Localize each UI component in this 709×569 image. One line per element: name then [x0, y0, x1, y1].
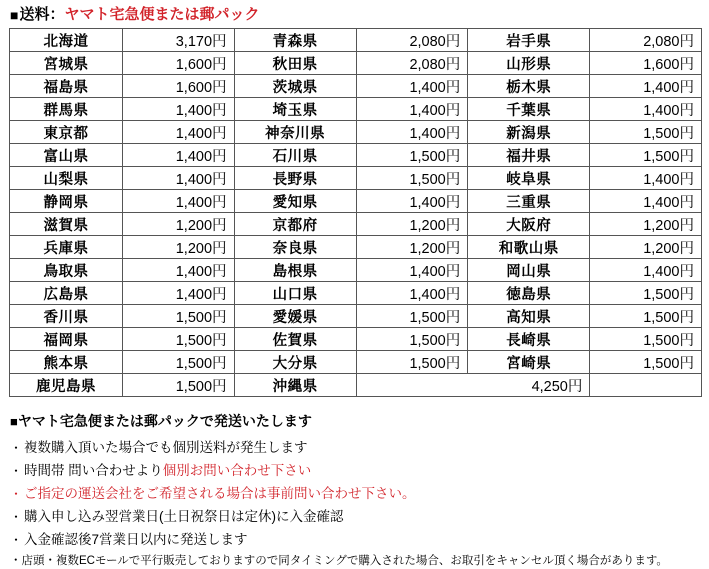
fee-cell: 1,200円	[356, 213, 468, 236]
fee-cell: 1,500円	[122, 328, 234, 351]
fee-cell: 1,500円	[590, 144, 702, 167]
prefecture-cell: 高知県	[468, 305, 590, 328]
fine-print: ・店頭・複数ECモールで平行販売しておりますので同タイミングで購入された場合、お取引をキャンセル頂く場合があります。	[10, 555, 668, 567]
fee-cell: 1,500円	[122, 374, 234, 397]
prefecture-cell: 滋賀県	[10, 213, 123, 236]
prefecture-cell: 山形県	[468, 52, 590, 75]
fee-cell: 1,400円	[122, 98, 234, 121]
prefecture-cell: 石川県	[234, 144, 356, 167]
fee-cell: 1,400円	[122, 121, 234, 144]
fee-cell: 1,500円	[122, 351, 234, 374]
prefecture-cell: 東京都	[10, 121, 123, 144]
prefecture-cell: 沖縄県	[234, 374, 356, 397]
prefecture-cell: 秋田県	[234, 52, 356, 75]
fee-cell: 1,200円	[590, 213, 702, 236]
note-item	[10, 529, 701, 551]
prefecture-cell: 福岡県	[10, 328, 123, 351]
fee-cell: 1,400円	[590, 190, 702, 213]
note-text: 複数購入頂いた場合でも個別送料が発生します	[24, 440, 308, 455]
prefecture-cell: 佐賀県	[234, 328, 356, 351]
fee-cell: 1,600円	[122, 75, 234, 98]
note-text: 入金確認後7営業日以内に発送します	[24, 532, 248, 547]
prefecture-cell: 香川県	[10, 305, 123, 328]
prefecture-cell: 長崎県	[468, 328, 590, 351]
prefecture-cell: 徳島県	[468, 282, 590, 305]
prefecture-cell: 埼玉県	[234, 98, 356, 121]
fee-cell: 1,500円	[590, 121, 702, 144]
fee-cell: 1,400円	[590, 75, 702, 98]
fee-cell: 1,400円	[356, 259, 468, 282]
fee-cell: 1,500円	[356, 351, 468, 374]
table-body	[10, 29, 702, 397]
note-item	[10, 483, 701, 505]
fee-cell: 2,080円	[356, 29, 468, 52]
table-row	[10, 351, 702, 374]
fee-cell: 1,400円	[122, 190, 234, 213]
prefecture-cell: 愛知県	[234, 190, 356, 213]
prefecture-cell: 鳥取県	[10, 259, 123, 282]
fee-cell: 1,400円	[356, 121, 468, 144]
table-row	[10, 98, 702, 121]
fee-cell: 1,200円	[122, 213, 234, 236]
table-row	[10, 52, 702, 75]
prefecture-cell: 山梨県	[10, 167, 123, 190]
table-row	[10, 305, 702, 328]
notes-heading	[10, 411, 701, 432]
prefecture-cell: 大阪府	[468, 213, 590, 236]
fee-cell: 1,400円	[356, 190, 468, 213]
dot-bullet-icon: ・	[10, 533, 23, 547]
page-title-colon: ：	[49, 6, 65, 23]
fee-cell: 1,400円	[356, 98, 468, 121]
note-text-highlight: 個別お問い合わせ下さい	[162, 463, 312, 478]
fee-cell: 1,500円	[590, 282, 702, 305]
fee-cell: 4,250円	[356, 374, 590, 397]
table-row	[10, 213, 702, 236]
square-bullet-icon: ■	[10, 414, 18, 429]
table-row	[10, 190, 702, 213]
prefecture-cell: 福島県	[10, 75, 123, 98]
prefecture-cell: 京都府	[234, 213, 356, 236]
table-row	[10, 144, 702, 167]
fee-cell: 1,600円	[590, 52, 702, 75]
note-item	[10, 437, 701, 459]
table-row	[10, 282, 702, 305]
fee-cell: 1,500円	[356, 305, 468, 328]
fee-cell: 1,200円	[356, 236, 468, 259]
fee-cell: 1,500円	[122, 305, 234, 328]
table-row	[10, 167, 702, 190]
fee-cell: 1,500円	[356, 144, 468, 167]
fee-cell: 1,400円	[122, 259, 234, 282]
fee-cell: 1,200円	[122, 236, 234, 259]
prefecture-cell: 和歌山県	[468, 236, 590, 259]
empty-cell	[590, 374, 702, 397]
notes-heading-label: ヤマト宅急便または郵パックで発送いたします	[17, 413, 312, 429]
prefecture-cell: 福井県	[468, 144, 590, 167]
fee-cell: 1,500円	[590, 328, 702, 351]
fee-cell: 1,400円	[122, 167, 234, 190]
prefecture-cell: 岡山県	[468, 259, 590, 282]
fee-cell: 3,170円	[122, 29, 234, 52]
note-text: 時間帯 問い合わせより	[24, 463, 163, 478]
page-title-label: 送料	[19, 6, 50, 23]
prefecture-cell: 宮崎県	[468, 351, 590, 374]
prefecture-cell: 青森県	[234, 29, 356, 52]
note-item	[10, 506, 701, 528]
prefecture-cell: 岩手県	[468, 29, 590, 52]
table-row	[10, 328, 702, 351]
fee-cell: 1,600円	[122, 52, 234, 75]
fee-cell: 1,400円	[122, 282, 234, 305]
dot-bullet-icon: ・	[10, 441, 23, 455]
fee-cell: 2,080円	[590, 29, 702, 52]
prefecture-cell: 広島県	[10, 282, 123, 305]
prefecture-cell: 神奈川県	[234, 121, 356, 144]
page-title	[10, 6, 701, 24]
page-title-carrier: ヤマト宅急便または郵パック	[64, 6, 260, 23]
fee-cell: 1,200円	[590, 236, 702, 259]
prefecture-cell: 愛媛県	[234, 305, 356, 328]
prefecture-cell: 三重県	[468, 190, 590, 213]
square-bullet-icon: ■	[10, 7, 19, 23]
prefecture-cell: 熊本県	[10, 351, 123, 374]
prefecture-cell: 長野県	[234, 167, 356, 190]
prefecture-cell: 大分県	[234, 351, 356, 374]
fee-cell: 1,500円	[356, 167, 468, 190]
prefecture-cell: 北海道	[10, 29, 123, 52]
dot-bullet-icon: ・	[10, 464, 23, 478]
dot-bullet-icon: ・	[10, 487, 23, 501]
fee-cell: 1,500円	[590, 351, 702, 374]
fee-cell: 1,400円	[590, 259, 702, 282]
table-row-last	[10, 374, 702, 397]
prefecture-cell: 静岡県	[10, 190, 123, 213]
prefecture-cell: 奈良県	[234, 236, 356, 259]
shipping-fee-table	[9, 28, 702, 397]
prefecture-cell: 栃木県	[468, 75, 590, 98]
fee-cell: 1,500円	[590, 305, 702, 328]
table-row	[10, 259, 702, 282]
fee-cell: 1,500円	[356, 328, 468, 351]
prefecture-cell: 島根県	[234, 259, 356, 282]
prefecture-cell: 群馬県	[10, 98, 123, 121]
prefecture-cell: 山口県	[234, 282, 356, 305]
notes-section	[10, 411, 701, 569]
prefecture-cell: 岐阜県	[468, 167, 590, 190]
fee-cell: 1,400円	[590, 98, 702, 121]
fee-cell: 1,400円	[590, 167, 702, 190]
prefecture-cell: 新潟県	[468, 121, 590, 144]
fee-cell: 1,400円	[122, 144, 234, 167]
note-item	[10, 460, 701, 482]
fee-cell: 1,400円	[356, 75, 468, 98]
note-text: 購入申し込み翌営業日(土日祝祭日は定休)に入金確認	[24, 509, 344, 524]
prefecture-cell: 兵庫県	[10, 236, 123, 259]
table-row	[10, 29, 702, 52]
prefecture-cell: 宮城県	[10, 52, 123, 75]
prefecture-cell: 千葉県	[468, 98, 590, 121]
table-row	[10, 121, 702, 144]
prefecture-cell: 茨城県	[234, 75, 356, 98]
table-row	[10, 75, 702, 98]
fee-cell: 2,080円	[356, 52, 468, 75]
prefecture-cell: 富山県	[10, 144, 123, 167]
prefecture-cell: 鹿児島県	[10, 374, 123, 397]
note-text-highlight: ご指定の運送会社をご希望される場合は事前問い合わせ下さい。	[24, 486, 416, 501]
table-row	[10, 236, 702, 259]
fee-cell: 1,400円	[356, 282, 468, 305]
dot-bullet-icon: ・	[10, 510, 23, 524]
